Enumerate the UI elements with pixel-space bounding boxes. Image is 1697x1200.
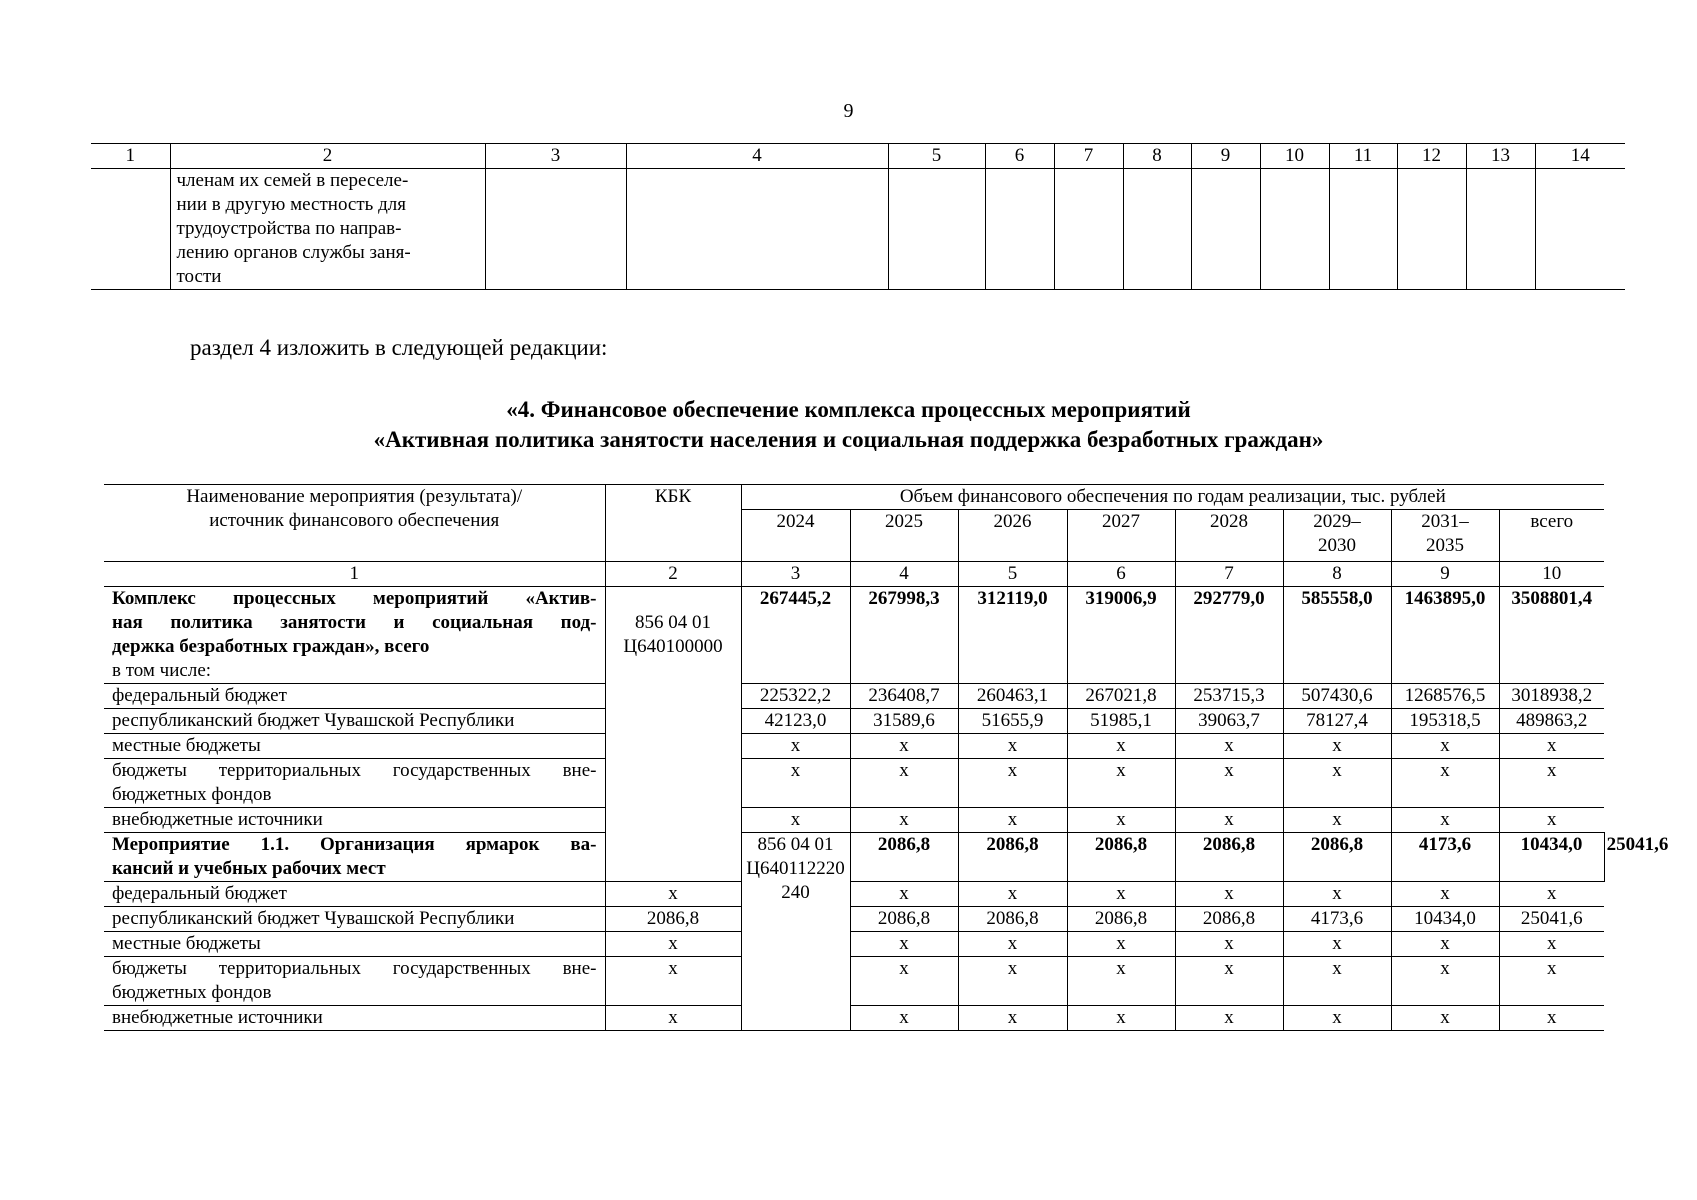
value-cell: 319006,9 (1067, 587, 1175, 684)
value-cell: 25041,6 (1499, 907, 1604, 932)
col-number: 14 (1535, 144, 1625, 169)
value-cell: 267998,3 (850, 587, 958, 684)
value-cell: 4173,6 (1283, 907, 1391, 932)
col-number: 10 (1499, 562, 1604, 587)
intro-text: раздел 4 изложить в следующей редакции: (190, 335, 608, 360)
value-cell: 39063,7 (1175, 709, 1283, 734)
value-cell: x (1499, 957, 1604, 1006)
col-number: 5 (888, 144, 985, 169)
value-cell: x (1175, 734, 1283, 759)
section-heading-line2: «Активная политика занятости населения и социальная поддержка безработных граждан» (373, 427, 1324, 452)
value-cell: x (605, 882, 741, 907)
complex-total-row (104, 587, 1604, 684)
col-number: 3 (485, 144, 626, 169)
value-cell: x (1283, 1006, 1391, 1031)
source-name: бюджеты территориальных государственных вне- бюджетных фондов (104, 759, 605, 808)
col-number: 8 (1123, 144, 1191, 169)
value-cell: x (1499, 734, 1604, 759)
value-cell: 260463,1 (958, 684, 1067, 709)
col-number: 1 (91, 144, 170, 169)
value-cell: 585558,0 (1283, 587, 1391, 684)
value-cell: x (1499, 882, 1604, 907)
value-cell: x (1391, 808, 1499, 833)
value-cell: x (605, 957, 741, 1006)
value-cell: 2086,8 (1067, 833, 1175, 882)
funding-source-row (104, 808, 1604, 833)
value-cell: x (1391, 734, 1499, 759)
value-cell: x (1283, 734, 1391, 759)
value-cell: 1463895,0 (1391, 587, 1499, 684)
value-cell: x (958, 1006, 1067, 1031)
col-number: 4 (626, 144, 888, 169)
continuation-table (91, 143, 1625, 290)
year-header: 2024 (741, 510, 850, 562)
col-number: 8 (1283, 562, 1391, 587)
col-number: 6 (985, 144, 1054, 169)
value-cell: 253715,3 (1175, 684, 1283, 709)
value-cell: 2086,8 (1067, 907, 1175, 932)
value-cell: 2086,8 (605, 907, 741, 932)
name-column-header: Наименование мероприятия (результата)/ источник финансового обеспечения (104, 485, 605, 562)
value-cell: x (1067, 759, 1175, 808)
value-cell: 312119,0 (958, 587, 1067, 684)
source-name: республиканский бюджет Чувашской Республики (104, 907, 605, 932)
value-cell: x (1175, 808, 1283, 833)
value-cell: x (850, 808, 958, 833)
col-number: 11 (1329, 144, 1397, 169)
complex-kbk: 856 04 01 Ц640100000 (605, 587, 741, 882)
value-cell: x (1175, 882, 1283, 907)
funding-source-row (104, 734, 1604, 759)
value-cell: x (850, 957, 958, 1006)
value-cell: x (1283, 957, 1391, 1006)
col-number: 7 (1054, 144, 1123, 169)
source-name: местные бюджеты (104, 932, 605, 957)
funding-source-row (104, 759, 1604, 808)
value-cell: x (1499, 808, 1604, 833)
source-name: местные бюджеты (104, 734, 605, 759)
page-number: 9 (843, 100, 854, 122)
continuation-text: членам их семей в переселе- нии в другую местность для трудоустройства по направ- лению органов службы заня- тости (170, 169, 485, 290)
total-header: всего (1499, 510, 1604, 562)
measure-kbk: 856 04 01 Ц640112220 240 (741, 833, 850, 1031)
value-cell: x (1067, 808, 1175, 833)
value-cell: x (741, 734, 850, 759)
column-number-row (104, 562, 1604, 587)
value-cell: x (1499, 932, 1604, 957)
source-name: внебюджетные источники (104, 808, 605, 833)
value-cell: 51655,9 (958, 709, 1067, 734)
year-header: 2025 (850, 510, 958, 562)
value-cell: 2086,8 (1175, 907, 1283, 932)
value-cell: 225322,2 (741, 684, 850, 709)
value-cell: x (958, 932, 1067, 957)
col-number: 4 (850, 562, 958, 587)
value-cell: x (1283, 932, 1391, 957)
value-cell: 42123,0 (741, 709, 850, 734)
value-cell: 2086,8 (1175, 833, 1283, 882)
source-name: внебюджетные источники (104, 1006, 605, 1031)
finance-header-row (104, 485, 1604, 510)
value-cell: x (850, 932, 958, 957)
value-cell: 10434,0 (1499, 833, 1604, 882)
value-cell: x (1283, 808, 1391, 833)
value-cell: x (850, 882, 958, 907)
value-cell: 4173,6 (1391, 833, 1499, 882)
year-header: 2029– 2030 (1283, 510, 1391, 562)
complex-name: Комплекс процессных мероприятий «Актив- ная политика занятости и социальная под- держка безработных граждан», всего в том числе: (104, 587, 605, 684)
col-number: 2 (605, 562, 741, 587)
source-name: бюджеты территориальных государственных вне- бюджетных фондов (104, 957, 605, 1006)
year-header: 2026 (958, 510, 1067, 562)
funding-source-row (104, 907, 1604, 932)
value-cell: x (741, 759, 850, 808)
value-cell: x (741, 808, 850, 833)
funding-source-row (104, 709, 1604, 734)
col-number: 9 (1191, 144, 1260, 169)
year-header: 2031– 2035 (1391, 510, 1499, 562)
col-number: 5 (958, 562, 1067, 587)
value-cell: 2086,8 (1283, 833, 1391, 882)
value-cell: x (850, 1006, 958, 1031)
value-cell: 489863,2 (1499, 709, 1604, 734)
continuation-header-row (91, 144, 1625, 169)
value-cell: x (1391, 882, 1499, 907)
value-cell: 267021,8 (1067, 684, 1175, 709)
value-cell: x (1391, 932, 1499, 957)
value-cell: x (1283, 759, 1391, 808)
value-cell: x (1499, 1006, 1604, 1031)
source-name: федеральный бюджет (104, 882, 605, 907)
col-number: 13 (1466, 144, 1535, 169)
source-name: федеральный бюджет (104, 684, 605, 709)
value-cell: 51985,1 (1067, 709, 1175, 734)
value-cell: x (1175, 932, 1283, 957)
year-header: 2028 (1175, 510, 1283, 562)
value-cell: x (1067, 957, 1175, 1006)
value-cell: x (1067, 932, 1175, 957)
funding-source-row (104, 684, 1604, 709)
value-cell: x (1175, 759, 1283, 808)
value-cell: x (850, 759, 958, 808)
year-header: 2027 (1067, 510, 1175, 562)
value-cell: 2086,8 (850, 907, 958, 932)
value-cell: x (958, 882, 1067, 907)
continuation-row (91, 169, 1625, 290)
value-cell: x (1067, 882, 1175, 907)
value-cell: x (958, 808, 1067, 833)
col-number: 10 (1260, 144, 1329, 169)
value-cell: x (958, 734, 1067, 759)
value-cell: x (605, 1006, 741, 1031)
volume-column-header: Объем финансового обеспечения по годам реализации, тыс. рублей (741, 485, 1604, 510)
value-cell: 2086,8 (850, 833, 958, 882)
col-number: 7 (1175, 562, 1283, 587)
value-cell: 507430,6 (1283, 684, 1391, 709)
value-cell: x (1391, 759, 1499, 808)
value-cell: 10434,0 (1391, 907, 1499, 932)
value-cell: x (1283, 882, 1391, 907)
value-cell: x (958, 957, 1067, 1006)
measure-name: Мероприятие 1.1. Организация ярмарок ва- кансий и учебных рабочих мест (104, 833, 605, 882)
value-cell: 195318,5 (1391, 709, 1499, 734)
funding-source-row (104, 957, 1604, 1006)
value-cell: 3018938,2 (1499, 684, 1604, 709)
value-cell: 267445,2 (741, 587, 850, 684)
value-cell: x (850, 734, 958, 759)
finance-table (104, 484, 1669, 1031)
col-number: 6 (1067, 562, 1175, 587)
col-number: 3 (741, 562, 850, 587)
section-heading-line1: «4. Финансовое обеспечение комплекса процессных мероприятий (506, 397, 1191, 422)
measure-total-row: Мероприятие 1.1. Организация ярмарок ва- кансий и учебных рабочих мест 856 04 01 Ц640112220 240 2086,8 2086,8 2086,8 2086,8 2086,8 4173,6 10434,0 25041,6 (104, 833, 1604, 882)
value-cell: 2086,8 (958, 907, 1067, 932)
value-cell: x (958, 759, 1067, 808)
value-cell: 31589,6 (850, 709, 958, 734)
value-cell: 1268576,5 (1391, 684, 1499, 709)
source-name: республиканский бюджет Чувашской Республики (104, 709, 605, 734)
value-cell: x (1391, 1006, 1499, 1031)
funding-source-row (104, 932, 1604, 957)
value-cell: x (1175, 1006, 1283, 1031)
value-cell: x (1175, 957, 1283, 1006)
value-cell: 78127,4 (1283, 709, 1391, 734)
value-cell: x (1067, 734, 1175, 759)
col-number: 9 (1391, 562, 1499, 587)
value-cell: x (1391, 957, 1499, 1006)
funding-source-row (104, 882, 1604, 907)
value-cell: 292779,0 (1175, 587, 1283, 684)
value-cell: 236408,7 (850, 684, 958, 709)
col-number: 1 (104, 562, 605, 587)
value-cell: x (605, 932, 741, 957)
funding-source-row (104, 1006, 1604, 1031)
value-cell: 2086,8 (958, 833, 1067, 882)
value-cell: 3508801,4 (1499, 587, 1604, 684)
col-number: 2 (170, 144, 485, 169)
value-cell: x (1067, 1006, 1175, 1031)
value-cell: x (1499, 759, 1604, 808)
kbk-column-header: КБК (605, 485, 741, 562)
col-number: 12 (1397, 144, 1466, 169)
